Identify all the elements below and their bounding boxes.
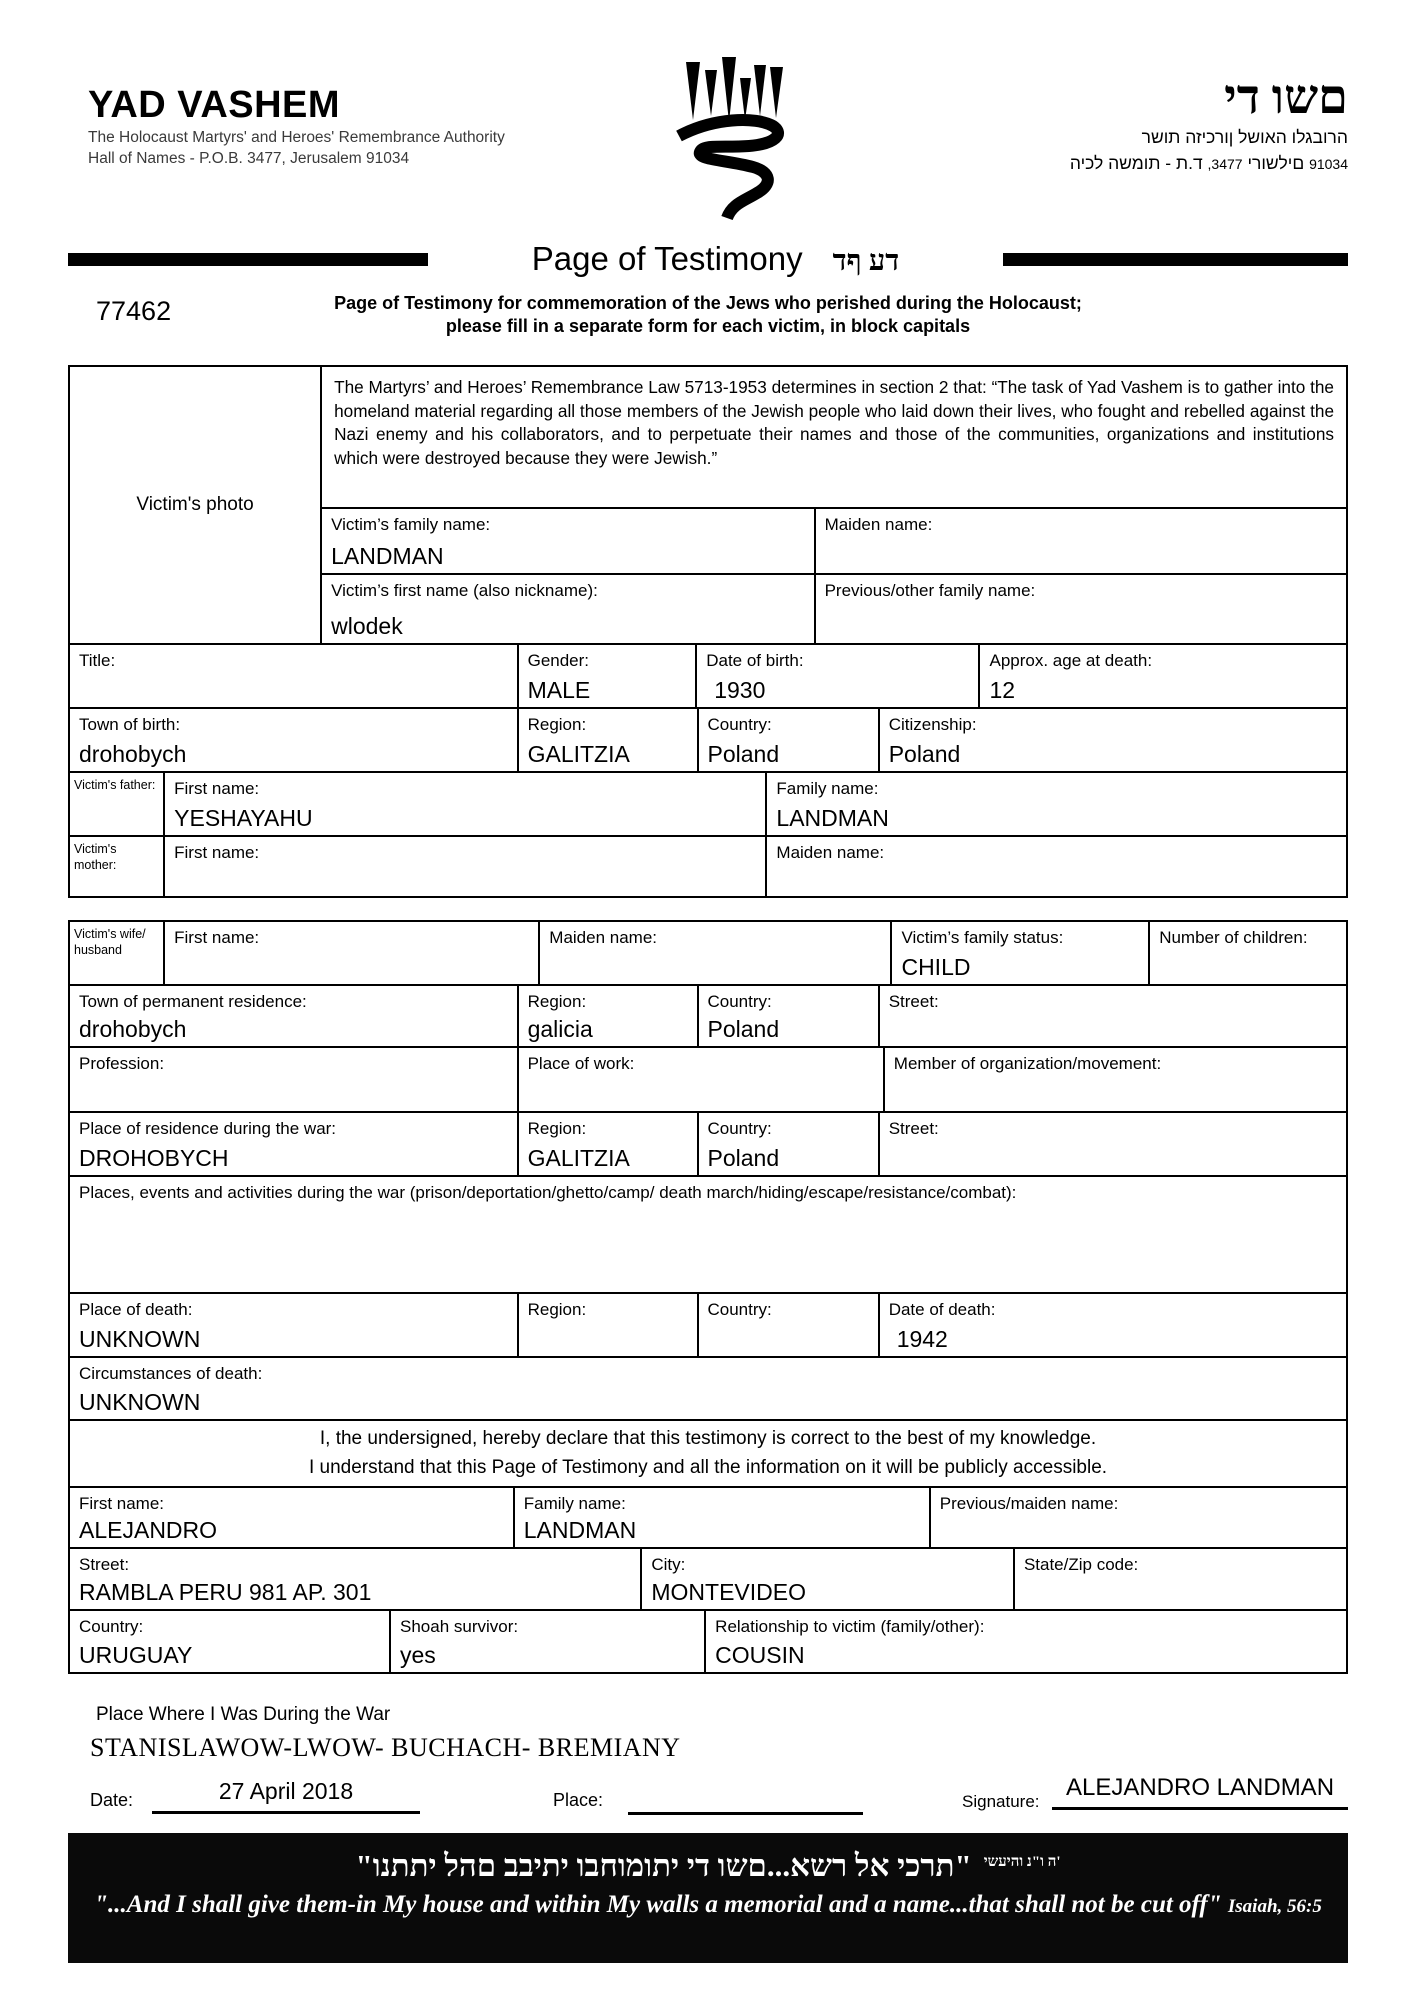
field-label: Number of children: xyxy=(1159,928,1308,947)
field-value: CHILD xyxy=(901,953,971,980)
field-value xyxy=(889,1170,1337,1172)
war-place-label: Place Where I Was During the War xyxy=(96,1704,391,1725)
field-war-country xyxy=(697,1113,878,1175)
field-value xyxy=(79,702,508,704)
field-spouse-first-name xyxy=(163,922,538,984)
org-header-en xyxy=(88,86,505,168)
org-name-hebrew: יד ושם xyxy=(1224,71,1348,124)
field-label: Relationship to victim (family/other): xyxy=(715,1617,985,1636)
page-title-en: Page of Testimony xyxy=(531,240,803,277)
field-value: yes xyxy=(400,1641,436,1668)
org-subtitle-2: Hall of Names - P.O.B. 3477, Jerusalem 91034 xyxy=(88,149,410,167)
field-label: Title: xyxy=(79,651,116,670)
org-subtitle-1: The Holocaust Martyrs' and Heroes' Remembrance Authority xyxy=(88,128,505,146)
field-submitter-street xyxy=(70,1549,640,1609)
field-value: galicia xyxy=(527,1015,593,1042)
field-value: MALE xyxy=(527,676,591,703)
field-town-of-residence xyxy=(70,986,517,1046)
field-date-of-birth xyxy=(695,645,978,707)
field-label: Place of residence during the war: xyxy=(79,1119,337,1138)
field-value: LANDMAN xyxy=(523,1516,637,1543)
victim-identity-table xyxy=(68,365,1348,898)
signature-value: ALEJANDRO LANDMAN xyxy=(1052,1774,1348,1810)
field-label: Street: xyxy=(79,1555,130,1574)
field-label: Place of death: xyxy=(79,1300,193,1319)
war-place-value: STANISLAWOW-LWOW- BUCHACH- BREMIANY xyxy=(90,1733,681,1762)
field-residence-country xyxy=(697,986,878,1046)
field-value xyxy=(776,891,1337,893)
table-row xyxy=(70,707,1346,771)
field-place-of-work xyxy=(517,1048,883,1111)
field-father-first-name xyxy=(163,773,765,835)
footer-quote-hebrew: "ונתתי להם בביתי ובחומותי יד ושם...אשר לא יכרת" $^{ישעיהו נ"ו ה'}$ xyxy=(355,1848,1061,1883)
field-father-family-name xyxy=(765,773,1346,835)
field-label: Circumstances of death: xyxy=(79,1364,263,1383)
field-label: Family name: xyxy=(776,779,879,798)
title-right-bar xyxy=(1003,253,1348,266)
field-label: First name: xyxy=(174,928,260,947)
field-label: Region: xyxy=(527,992,587,1011)
field-value: drohobych xyxy=(79,740,187,767)
intro-text xyxy=(68,292,1348,339)
field-war-region xyxy=(517,1113,697,1175)
father-side-label: Victim's father: xyxy=(74,778,156,792)
field-label: Street: xyxy=(888,1119,939,1138)
field-label: Member of organization/movement: xyxy=(893,1054,1162,1073)
field-value xyxy=(825,568,1337,570)
field-label: First name: xyxy=(79,1494,165,1513)
field-value: DROHOBYCH xyxy=(79,1144,229,1171)
field-label: City: xyxy=(651,1555,686,1574)
field-value xyxy=(528,1106,874,1108)
field-value xyxy=(79,1106,508,1108)
place-label: Place: xyxy=(553,1790,604,1810)
field-label: Country: xyxy=(707,715,772,734)
photo-legal-section xyxy=(70,367,1346,643)
field-value: Poland xyxy=(888,740,961,767)
table-row-father xyxy=(70,771,1346,835)
field-town-of-birth xyxy=(70,709,517,771)
table-row xyxy=(322,573,1346,643)
field-value xyxy=(1159,979,1337,981)
field-label: Places, events and activities during the war (prison/deportation/ghetto/camp/ death march/hiding/escape/resistance/combat): xyxy=(79,1183,1017,1202)
field-value xyxy=(79,1203,1337,1205)
isaiah-quote-footer xyxy=(68,1833,1348,1963)
field-label: Country: xyxy=(79,1617,144,1636)
signature-label: Signature: xyxy=(962,1792,1040,1811)
field-label: Maiden name: xyxy=(549,928,658,947)
intro-line-1: Page of Testimony for commemoration of the Jews who perished during the Holocaust; xyxy=(334,293,1082,313)
page-title-he: דף עד xyxy=(832,245,900,277)
field-spouse-maiden-name xyxy=(538,922,890,984)
field-label: Maiden name: xyxy=(824,515,933,534)
field-citizenship xyxy=(878,709,1346,771)
intro-line-2: please fill in a separate form for each victim, in block capitals xyxy=(445,316,971,337)
table-row-spouse xyxy=(70,922,1346,984)
field-value xyxy=(528,1351,688,1353)
declaration-line-2: I understand that this Page of Testimony and all the information on it will be publicly accessible. xyxy=(308,1456,1108,1478)
title-left-bar xyxy=(68,253,428,266)
field-shoah-survivor xyxy=(389,1611,704,1672)
field-value: LANDMAN xyxy=(776,804,889,831)
field-value: YESHAYAHU xyxy=(174,804,313,831)
field-war-residence xyxy=(70,1113,517,1175)
field-label: Victim’s family name: xyxy=(331,515,491,534)
declaration-line-1: I, the undersigned, hereby declare that this testimony is correct to the best of my knowledge. xyxy=(319,1428,1097,1449)
field-label: Country: xyxy=(707,992,772,1011)
field-value xyxy=(894,1106,1337,1108)
field-value: Poland xyxy=(707,1144,780,1171)
field-submitter-previous-name xyxy=(929,1488,1346,1547)
field-age-at-death xyxy=(978,645,1346,707)
field-maiden-name xyxy=(814,509,1346,573)
field-value xyxy=(549,979,881,981)
table-row xyxy=(70,643,1346,707)
field-submitter-country xyxy=(70,1611,389,1672)
field-value: UNKNOWN xyxy=(79,1325,201,1352)
field-date-of-death xyxy=(878,1294,1346,1356)
field-label: Previous/maiden name: xyxy=(939,1494,1119,1513)
field-submitter-family-name xyxy=(513,1488,929,1547)
footer-quote-english-ref: Isaiah, 56:5 xyxy=(1227,1896,1322,1918)
title-band xyxy=(68,240,1348,278)
spouse-side-label: Victim's wife/ husband xyxy=(74,927,146,958)
field-label: Gender: xyxy=(527,651,590,670)
field-label: Family name: xyxy=(523,1494,626,1513)
table-row-residence xyxy=(70,984,1346,1046)
org-header-he xyxy=(1069,71,1348,174)
field-value: GALITZIA xyxy=(527,1144,630,1171)
table-row-circumstances xyxy=(70,1356,1346,1419)
field-country-of-birth xyxy=(697,709,878,771)
field-war-events xyxy=(70,1177,1346,1292)
field-label: First name: xyxy=(174,779,260,798)
field-label: Town of permanent residence: xyxy=(79,992,307,1011)
field-value: Poland xyxy=(707,1015,780,1042)
field-label: State/Zip code: xyxy=(1023,1555,1139,1574)
field-label: Country: xyxy=(707,1119,772,1138)
field-war-street xyxy=(878,1113,1346,1175)
org-subtitle-2-hebrew: היכל השמות - ת.ד ,3477 ירושלים 91034 xyxy=(1069,153,1348,173)
date-value: 27 April 2018 xyxy=(152,1778,420,1814)
table-row-war-events xyxy=(70,1175,1346,1292)
place-value xyxy=(628,1778,863,1815)
field-value: 1930 xyxy=(714,676,766,703)
field-label: Country: xyxy=(707,1300,772,1319)
footer-quote-hebrew-ref: ישעיהו נ"ו ה' xyxy=(983,1854,1061,1870)
field-label: Town of birth: xyxy=(79,715,181,734)
field-label: Citizenship: xyxy=(888,715,977,734)
table-row-occupation xyxy=(70,1046,1346,1111)
field-label: Profession: xyxy=(79,1054,165,1073)
field-label: Maiden name: xyxy=(776,843,885,862)
field-value: GALITZIA xyxy=(527,740,630,767)
field-profession xyxy=(70,1048,517,1111)
remembrance-law-text: The Martyrs’ and Heroes’ Remembrance Law 5713-1953 determines in section 2 that: “The task of Yad Vashem is to gather into the homeland material regarding all those members of the Jewish people who laid down their lives, who fought and rebelled against the Nazi enemy and his collaborators, and to perpetuate their names and those of the communities, organizations and institutions which were destroyed because they were Jewish.” xyxy=(322,367,1346,509)
field-label: Approx. age at death: xyxy=(989,651,1153,670)
field-region-of-birth xyxy=(517,709,697,771)
field-label: Region: xyxy=(527,1300,587,1319)
field-mother-maiden-name xyxy=(765,837,1346,896)
field-label: Victim’s family status: xyxy=(901,928,1064,947)
org-name: YAD VASHEM xyxy=(88,84,341,126)
field-value xyxy=(174,979,529,981)
victim-photo-box: Victim's photo xyxy=(136,494,254,515)
field-label: Region: xyxy=(527,715,587,734)
field-value xyxy=(940,1542,1337,1544)
field-residence-street xyxy=(878,986,1346,1046)
field-label: Shoah survivor: xyxy=(400,1617,519,1636)
field-value xyxy=(1024,1604,1337,1606)
field-label: Street: xyxy=(888,992,939,1011)
field-value: MONTEVIDEO xyxy=(651,1578,806,1605)
org-subtitle-1-hebrew: רשות הזיכרון לשואה ולגבורה xyxy=(1141,127,1348,147)
field-label: First name: xyxy=(174,843,260,862)
field-submitter-first-name xyxy=(70,1488,513,1547)
field-value: UNKNOWN xyxy=(79,1388,201,1415)
field-value xyxy=(174,891,756,893)
details-table xyxy=(68,920,1348,1674)
field-previous-family-name xyxy=(814,575,1346,643)
form-number: 77462 xyxy=(96,296,172,326)
field-value: LANDMAN xyxy=(331,542,444,569)
table-row xyxy=(322,509,1346,573)
field-title xyxy=(70,645,517,707)
declaration-text xyxy=(70,1419,1346,1486)
table-row-submitter-country xyxy=(70,1609,1346,1672)
footer-quote-english: "...And I shall give them-in My house and within My walls a memorial and a name...that shall not be cut off" Isaiah, 56:5 xyxy=(94,1891,1322,1919)
field-value xyxy=(708,1351,869,1353)
field-death-region xyxy=(517,1294,697,1356)
field-value: wlodek xyxy=(331,612,403,639)
table-row-mother xyxy=(70,835,1346,896)
field-value: RAMBLA PERU 981 AP. 301 xyxy=(79,1578,372,1605)
field-label: Victim’s first name (also nickname): xyxy=(331,581,598,600)
table-row-submitter-name xyxy=(70,1486,1346,1547)
page-title xyxy=(428,240,1003,278)
mother-side-label: Victim's mother: xyxy=(74,842,117,873)
field-family-status xyxy=(890,922,1148,984)
field-victim-first-name xyxy=(322,575,813,643)
field-organization xyxy=(883,1048,1346,1111)
legal-and-names xyxy=(320,367,1346,643)
field-circumstances-of-death xyxy=(70,1358,1346,1419)
yad-vashem-menorah-logo-icon xyxy=(652,52,804,225)
field-residence-region xyxy=(517,986,697,1046)
table-row-submitter-address xyxy=(70,1547,1346,1609)
field-relationship-to-victim xyxy=(704,1611,1346,1672)
field-place-of-death xyxy=(70,1294,517,1356)
field-label: Region: xyxy=(527,1119,587,1138)
field-value: ALEJANDRO xyxy=(79,1516,218,1543)
field-value xyxy=(825,638,1337,640)
field-value: 1942 xyxy=(896,1325,948,1352)
field-submitter-city xyxy=(640,1549,1013,1609)
table-row-death xyxy=(70,1292,1346,1356)
field-label: Previous/other family name: xyxy=(824,581,1036,600)
field-value: Poland xyxy=(707,740,780,767)
field-mother-first-name xyxy=(163,837,765,896)
field-label: Date of death: xyxy=(888,1300,996,1319)
field-label: Place of work: xyxy=(527,1054,635,1073)
table-row-war-residence xyxy=(70,1111,1346,1175)
field-value xyxy=(889,1041,1337,1043)
date-label: Date: xyxy=(90,1790,134,1810)
field-label: Date of birth: xyxy=(706,651,804,670)
field-value: 12 xyxy=(989,676,1016,703)
field-death-country xyxy=(697,1294,878,1356)
field-value: URUGUAY xyxy=(79,1641,193,1668)
field-number-of-children xyxy=(1148,922,1346,984)
field-submitter-state-zip xyxy=(1013,1549,1346,1609)
field-value: drohobych xyxy=(79,1015,187,1042)
field-victim-family-name xyxy=(322,509,813,573)
field-value: COUSIN xyxy=(715,1641,805,1668)
field-gender xyxy=(517,645,696,707)
